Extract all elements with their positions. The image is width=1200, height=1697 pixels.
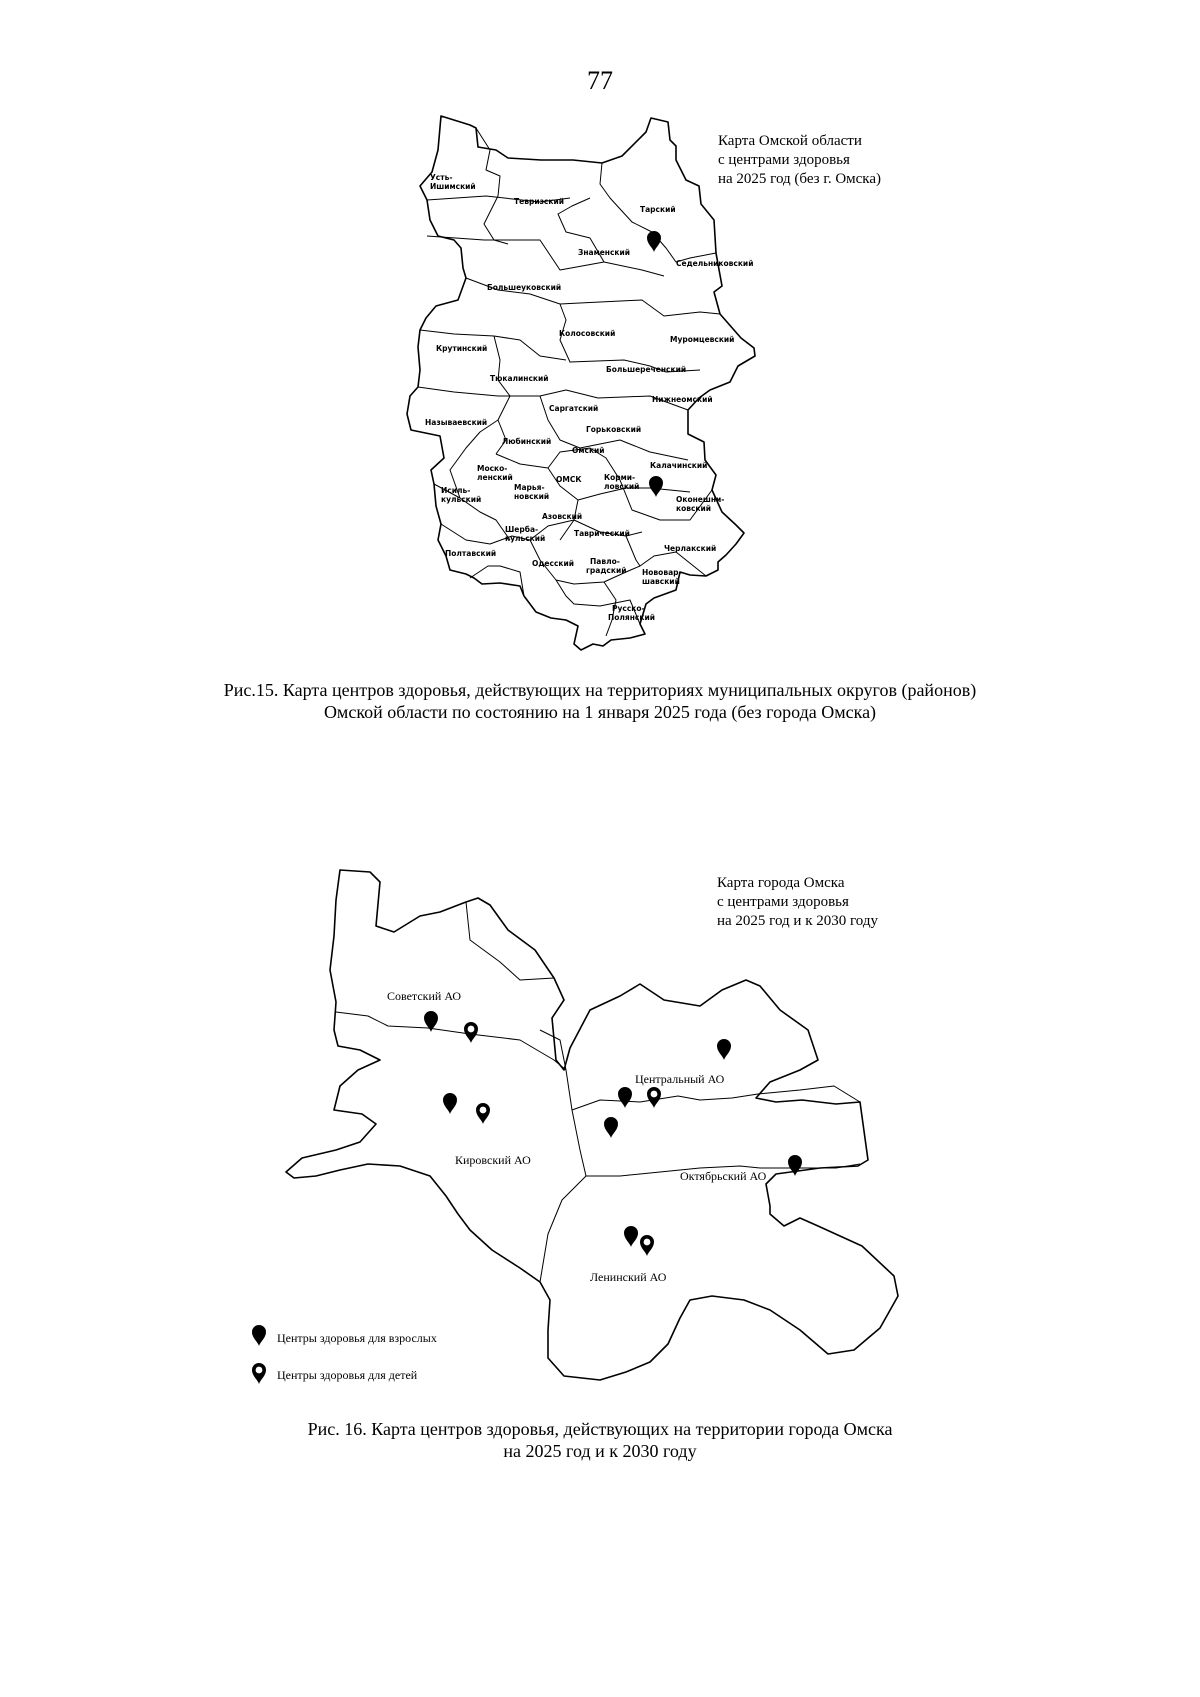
district-label: Русско- — [612, 604, 645, 613]
district-label: Таврический — [574, 529, 630, 538]
region-map-title: Карта Омской области с центрами здоровья на 2025 год (без г. Омска) — [718, 133, 882, 187]
district-label: Тюкалинский — [490, 374, 549, 383]
district-label: Калачинский — [650, 461, 708, 470]
marker-outline-icon — [252, 1363, 266, 1384]
marker-filled-icon — [647, 231, 661, 252]
legend-adults-label: Центры здоровья для взрослых — [277, 1331, 437, 1345]
district-label: Черлакский — [664, 544, 717, 553]
district-label: ленский — [477, 473, 513, 482]
district-label: Колосовский — [559, 329, 616, 338]
district-label: новский — [514, 492, 550, 501]
marker-outline-icon — [640, 1235, 654, 1256]
district-label: Называевский — [425, 418, 488, 427]
district-label: Исиль- — [441, 486, 471, 495]
marker-filled-icon — [649, 476, 663, 497]
district-label: Шерба- — [505, 525, 539, 534]
district-label: Марья- — [514, 483, 545, 492]
marker-outline-icon — [647, 1087, 661, 1108]
map-legend — [252, 1325, 437, 1384]
district-label: Горьковский — [586, 425, 642, 434]
okrug-label: Ленинский АО — [590, 1270, 667, 1284]
district-label: Моско- — [477, 464, 508, 473]
district-label: Полтавский — [445, 549, 497, 558]
district-label: ОМСК — [556, 475, 582, 484]
district-label: Большеуковский — [487, 283, 562, 292]
district-label: Усть- — [430, 173, 453, 182]
marker-filled-icon — [717, 1039, 731, 1060]
omsk-region-map — [407, 116, 755, 650]
district-label: ковский — [676, 504, 712, 513]
district-label: Крутинский — [436, 344, 488, 353]
district-label: градский — [586, 566, 627, 575]
region-outline — [407, 116, 755, 650]
marker-filled-icon — [618, 1087, 632, 1108]
figure-16-caption: Рис. 16. Карта центров здоровья, действующих на территории города Омска на 2025 год и к 2030 году — [307, 1419, 893, 1461]
district-label: кульский — [505, 534, 546, 543]
district-label: Знаменский — [578, 248, 631, 257]
district-label: Тевризский — [514, 197, 564, 206]
district-label: Полянский — [608, 613, 655, 622]
district-labels — [425, 173, 753, 622]
marker-filled-icon — [252, 1325, 266, 1346]
district-label: Оконешни- — [676, 495, 725, 504]
city-map-title: Карта города Омска с центрами здоровья на 2025 год и к 2030 году — [717, 875, 878, 929]
health-center-markers — [424, 1011, 802, 1256]
okrug-label: Советский АО — [387, 989, 462, 1003]
okrug-label: Октябрьский АО — [680, 1169, 767, 1183]
district-label: Муромцевский — [670, 335, 735, 344]
district-label: Корми- — [604, 473, 636, 482]
marker-outline-icon — [476, 1103, 490, 1124]
okrug-label: Кировский АО — [455, 1153, 531, 1167]
district-label: Большереченский — [606, 365, 687, 374]
okrug-label: Центральный АО — [635, 1072, 725, 1086]
marker-filled-icon — [443, 1093, 457, 1114]
city-outline — [286, 870, 898, 1380]
district-label: Любинский — [502, 437, 552, 446]
district-label: Нижнеомский — [652, 395, 713, 404]
district-label: Павло- — [590, 557, 620, 566]
district-label: шавский — [642, 577, 680, 586]
district-label: Азовский — [542, 512, 583, 521]
marker-filled-icon — [604, 1117, 618, 1138]
district-label: кульский — [441, 495, 482, 504]
legend-children-label: Центры здоровья для детей — [277, 1368, 418, 1382]
okrug-borders — [336, 902, 860, 1282]
district-label: Одесский — [532, 559, 575, 568]
district-label: Омский — [572, 446, 605, 455]
marker-outline-icon — [464, 1022, 478, 1043]
district-label: Нововар- — [642, 568, 682, 577]
district-label: Седельниковский — [676, 259, 754, 268]
figure-15-caption: Рис.15. Карта центров здоровья, действующих на территориях муниципальных округов (районов) Омской области по состоянию на 1 января 2025 года (без города Омска) — [223, 680, 977, 722]
page-number: 77 — [587, 66, 613, 95]
omsk-city-map — [252, 870, 898, 1384]
marker-filled-icon — [624, 1226, 638, 1247]
district-label: Ишимский — [430, 182, 476, 191]
district-label: Тарский — [640, 205, 676, 214]
district-label: Саргатский — [549, 404, 599, 413]
district-label: ловский — [604, 482, 640, 491]
